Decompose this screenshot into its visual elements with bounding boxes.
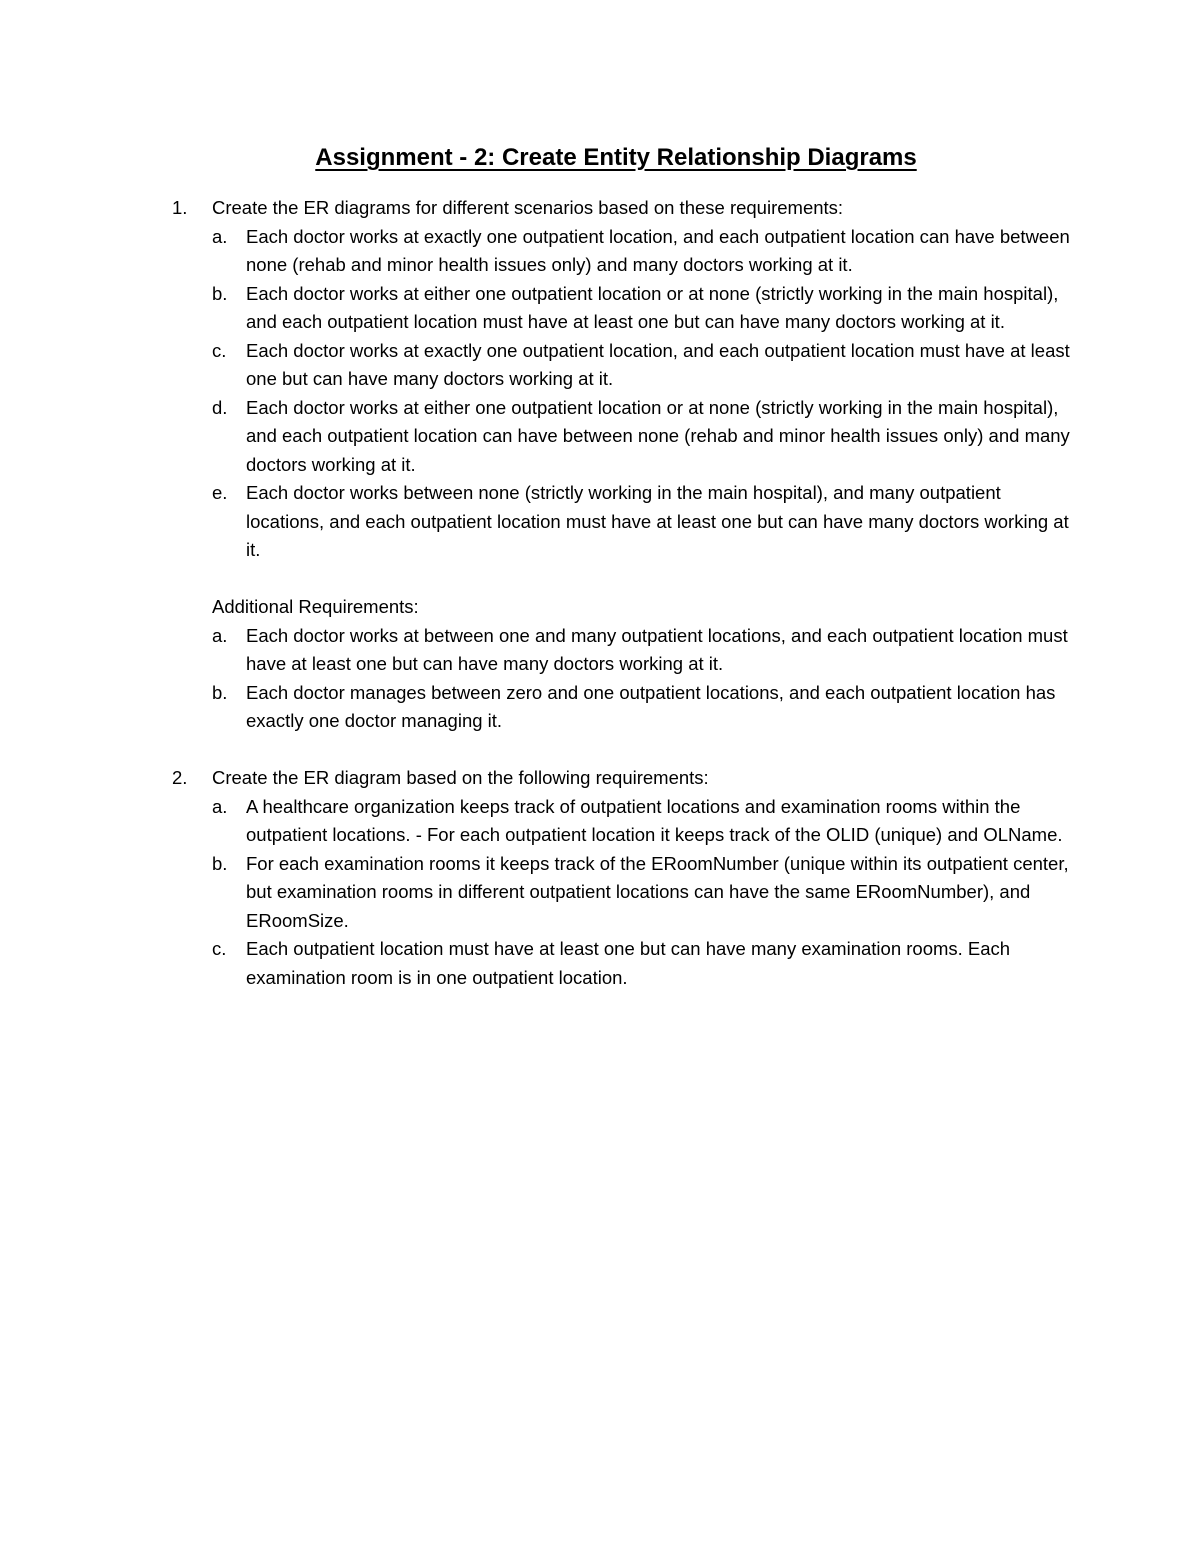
list-item-letter: b. [212, 852, 228, 874]
list-item-letter: b. [212, 282, 228, 304]
section-2-intro: Create the ER diagram based on the following requirements: [212, 767, 709, 788]
list-item [212, 394, 1072, 480]
list-item-letter: a. [212, 225, 228, 247]
list-item-text: Each doctor works at either one outpatient location or at none (strictly working in the main hospital), and each outpatient location can have between none (rehab and minor health issues only) and many doctors working at it. [246, 396, 1070, 475]
spacer [172, 736, 1072, 765]
list-item-text: Each outpatient location must have at least one but can have many examination rooms. Each examination room is in one outpatient location. [246, 938, 1011, 988]
list-item [212, 479, 1072, 565]
list-item-text: Each doctor works at exactly one outpatient location, and each outpatient location can have between none (rehab and minor health issues only) and many doctors working at it. [246, 225, 1070, 275]
list-item [212, 280, 1072, 337]
list-item [212, 935, 1072, 992]
additional-requirements-list [212, 622, 1072, 736]
list-item [212, 337, 1072, 394]
list-item-letter: a. [212, 795, 228, 817]
list-item-letter: c. [212, 938, 227, 959]
list-item-text: Each doctor works at either one outpatient location or at none (strictly working in the main hospital), and each outpatient location must have at least one but can have many doctors working at it. [246, 282, 1059, 332]
section-1-list [212, 223, 1072, 565]
section-2-heading [172, 764, 1072, 793]
section-2-number: 2. [172, 767, 188, 788]
list-item [212, 850, 1072, 936]
section-1-number: 1. [172, 197, 188, 218]
list-item-text: Each doctor works between none (strictly working in the main hospital), and many outpatient locations, and each outpatient location must have at least one but can have many doctors working at it. [246, 482, 1069, 560]
list-item-letter: b. [212, 681, 228, 703]
list-item-letter: a. [212, 624, 228, 646]
section-2-list [212, 793, 1072, 993]
list-item [212, 622, 1072, 679]
list-item-letter: e. [212, 482, 228, 503]
document-body [172, 194, 1072, 992]
list-item [212, 793, 1072, 850]
list-item-letter: d. [212, 396, 228, 418]
list-item [212, 679, 1072, 736]
list-item-text: Each doctor works at between one and many outpatient locations, and each outpatient location must have at least one but can have many doctors working at it. [246, 624, 1068, 674]
section-1-intro: Create the ER diagrams for different scenarios based on these requirements: [212, 197, 844, 218]
list-item-letter: c. [212, 339, 227, 361]
list-item-text: For each examination rooms it keeps track of the ERoomNumber (unique within its outpatient center, but examination rooms in different outpatient locations can have the same ERoomNumber), and ERoomSize. [246, 852, 1069, 931]
document-title: Assignment - 2: Create Entity Relationship Diagrams [315, 144, 917, 171]
section-1-heading [172, 194, 1072, 223]
list-item-text: Each doctor manages between zero and one outpatient locations, and each outpatient location has exactly one doctor managing it. [246, 681, 1056, 731]
list-item [212, 223, 1072, 280]
additional-requirements-heading: Additional Requirements: [212, 596, 419, 617]
list-item-text: A healthcare organization keeps track of outpatient locations and examination rooms within the outpatient locations. - For each outpatient location it keeps track of the OLID (unique) and OLName. [246, 795, 1063, 845]
spacer [172, 565, 1072, 594]
list-item-text: Each doctor works at exactly one outpatient location, and each outpatient location must have at least one but can have many doctors working at it. [246, 339, 1070, 389]
